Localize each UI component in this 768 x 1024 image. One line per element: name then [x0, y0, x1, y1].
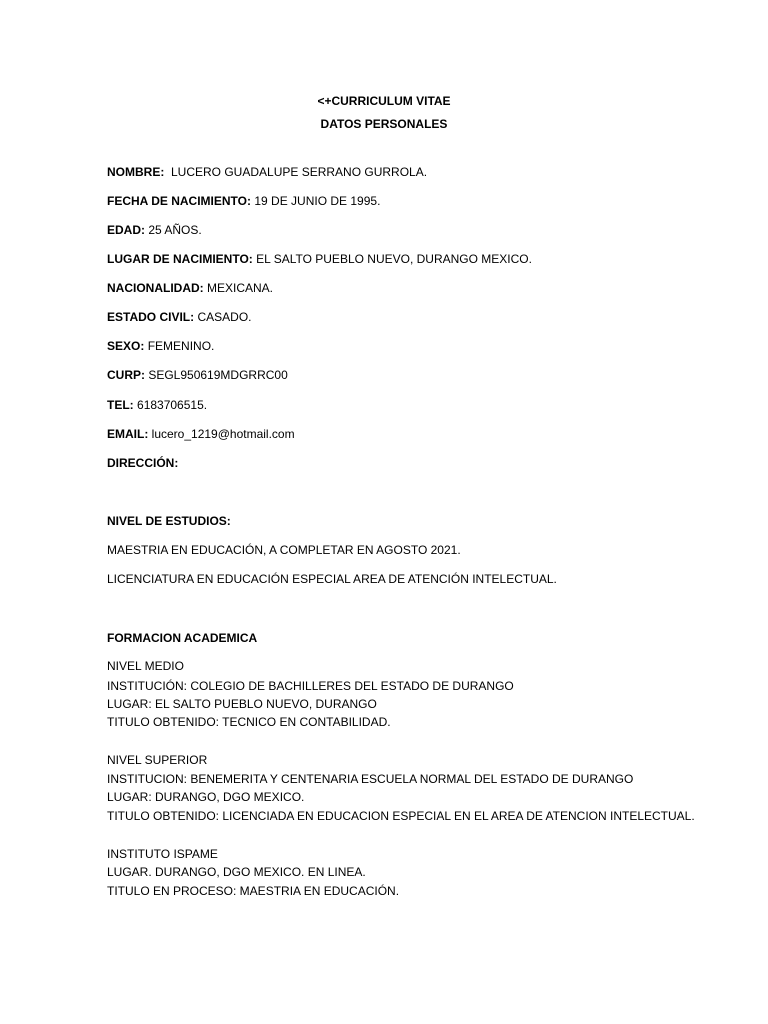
value-fecha-nacimiento: 19 DE JUNIO DE 1995.	[254, 194, 381, 208]
nivel-superior-lugar: LUGAR: DURANGO, DGO MEXICO.	[107, 790, 305, 804]
ispame-lugar: LUGAR. DURANGO, DGO MEXICO. EN LINEA.	[107, 865, 366, 879]
estudios-item: LICENCIATURA EN EDUCACIÓN ESPECIAL AREA DE ATENCIÓN INTELECTUAL.	[107, 572, 557, 586]
field-nacionalidad	[107, 282, 273, 294]
label-estado-civil: ESTADO CIVIL:	[107, 310, 195, 324]
value-lugar-nacimiento: EL SALTO PUEBLO NUEVO, DURANGO MEXICO.	[256, 252, 532, 266]
nivel-medio-titulo: TITULO OBTENIDO: TECNICO EN CONTABILIDAD.	[107, 715, 391, 729]
label-direccion: DIRECCIÓN:	[107, 456, 179, 470]
label-tel: TEL:	[107, 398, 134, 412]
label-nombre: NOMBRE:	[107, 165, 165, 179]
label-nacionalidad: NACIONALIDAD:	[107, 281, 204, 295]
value-estado-civil: CASADO.	[197, 310, 252, 324]
section-heading-nivel-estudios: NIVEL DE ESTUDIOS:	[107, 514, 231, 528]
field-email	[107, 428, 295, 440]
value-email: lucero_1219@hotmail.com	[151, 427, 295, 441]
field-curp	[107, 369, 288, 381]
cv-title: <+CURRICULUM VITAE	[317, 94, 451, 108]
label-fecha-nacimiento: FECHA DE NACIMIENTO:	[107, 194, 251, 208]
label-lugar-nacimiento: LUGAR DE NACIMIENTO:	[107, 252, 253, 266]
field-edad	[107, 224, 202, 236]
field-tel	[107, 399, 207, 411]
label-curp: CURP:	[107, 368, 145, 382]
section-heading-formacion-academica: FORMACION ACADEMICA	[107, 631, 258, 645]
value-curp: SEGL950619MDGRRC00	[148, 368, 288, 382]
label-email: EMAIL:	[107, 427, 149, 441]
value-nacionalidad: MEXICANA.	[207, 281, 274, 295]
field-estado-civil	[107, 311, 251, 323]
nivel-superior-title: NIVEL SUPERIOR	[107, 753, 208, 767]
nivel-superior-titulo: TITULO OBTENIDO: LICENCIADA EN EDUCACION ESPECIAL EN EL AREA DE ATENCION INTELECTUAL.	[107, 809, 695, 823]
label-edad: EDAD:	[107, 223, 145, 237]
nivel-medio-institucion: INSTITUCIÓN: COLEGIO DE BACHILLERES DEL ESTADO DE DURANGO	[107, 679, 514, 693]
nivel-superior-institucion: INSTITUCION: BENEMERITA Y CENTENARIA ESCUELA NORMAL DEL ESTADO DE DURANGO	[107, 772, 634, 786]
value-sexo: FEMENINO.	[147, 339, 215, 353]
nivel-medio-lugar: LUGAR: EL SALTO PUEBLO NUEVO, DURANGO	[107, 697, 377, 711]
value-tel: 6183706515.	[137, 398, 208, 412]
estudios-item: MAESTRIA EN EDUCACIÓN, A COMPLETAR EN AGOSTO 2021.	[107, 543, 461, 557]
ispame-title: INSTITUTO ISPAME	[107, 847, 218, 861]
field-sexo	[107, 340, 214, 352]
value-nombre: LUCERO GUADALUPE SERRANO GURROLA.	[171, 165, 428, 179]
value-edad: 25 AÑOS.	[148, 223, 202, 237]
ispame-titulo: TITULO EN PROCESO: MAESTRIA EN EDUCACIÓN.	[107, 884, 400, 898]
nivel-medio-title: NIVEL MEDIO	[107, 659, 184, 673]
section-heading-datos-personales: DATOS PERSONALES	[320, 117, 448, 131]
field-lugar-nacimiento	[107, 253, 532, 265]
field-direccion	[107, 457, 178, 469]
field-nombre	[107, 166, 427, 178]
field-fecha-nacimiento	[107, 195, 380, 207]
label-sexo: SEXO:	[107, 339, 145, 353]
